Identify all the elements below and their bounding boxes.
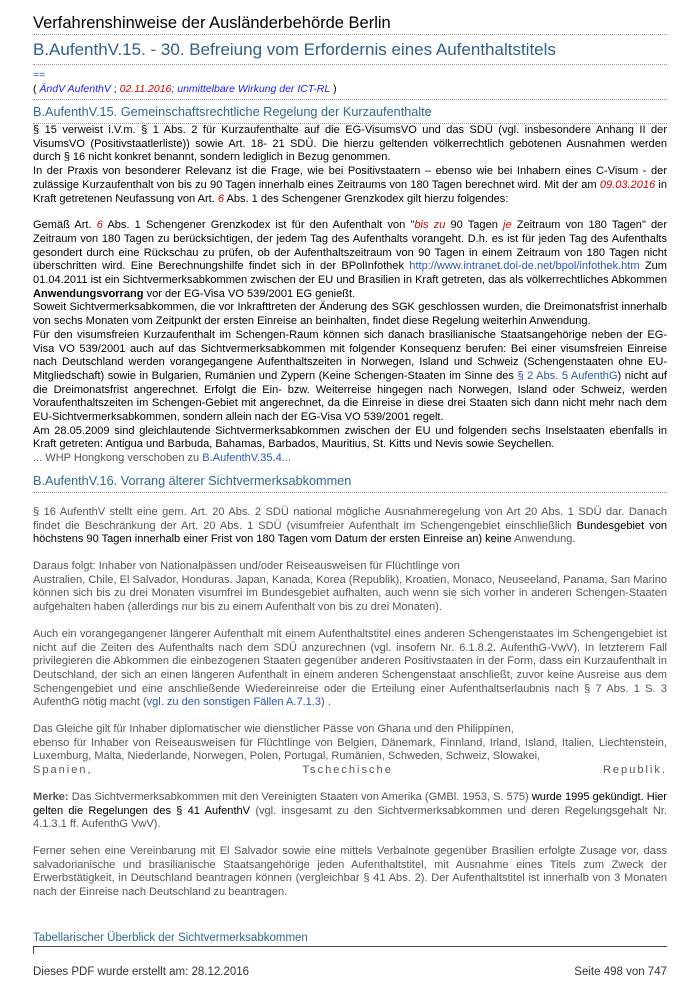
sonstige-faelle-link[interactable]: vgl. zu den sonstigen Fällen A.7.1.3 — [146, 696, 322, 709]
law-link[interactable]: ÄndV AufenthV — [39, 83, 111, 95]
table-overview-link[interactable]: Tabellarischer Überblick der Sichtvermerksabkommen — [33, 932, 308, 944]
paragraph: Merke: Das Sichtvermerksabkommen mit den Vereinigten Staaten von Amerika (GMBl. 1953, S. 575) wurde 1995 gekündigt. Hier gelten die Regelungen des § 41 AufenthV (vgl. insgesamt zu den Sichtvermerksabkommen und deren Regelungsgehalt Nr. 4.1.3.1 ff. AufenthG VwV). — [33, 790, 668, 831]
infothek-link[interactable]: http://www.intranet.doi-de.net/bpol/infothek.htm — [409, 260, 640, 273]
paragraph: In der Praxis von besonderer Relevanz ist die Frage, wie bei Positivstaatern – ebenso wie bei Inhabern eines C-Visum - der zulässige Kurzaufenthalt von bis zu 90 Tagen innerhalb eines Zeitraums von 180 Tagen berechnet wird. Mit der am 09.03.2016 in Kraft getretenen Neufassung von Art. 6 Abs. 1 des Schengener Grenzkodex gilt hierzu folgendes: — [33, 165, 667, 205]
page-title: B.AufenthV.15. - 30. Befreiung vom Erfordernis eines Aufenthaltstitels — [33, 35, 667, 65]
paragraph: § 15 verweist i.V.m. § 1 Abs. 2 für Kurzaufenthalte auf die EG-VisumsVO und das SDÜ (vgl. insbesondere Anhang II der VisumsVO (Positivstaatlerliste)) sowie Art. 18- 21 SDÜ. Die hierzu geltenden völkerrechtlich gebotenen Ausnahmen werden durch § 16 nicht konkret benannt, sondern lediglich in Bezug genommen. — [33, 124, 667, 164]
paragraph: § 16 AufenthV stellt eine gem. Art. 20 Abs. 2 SDÜ national mögliche Ausnahmeregelung von Art 20 Abs. 1 SDÜ dar. Danach findet die Beschränkung der Art. 20 Abs. 1 SDÜ (visumfreier Aufenthalt im Schengengebiet einschließlich Bundesgebiet von höchstens 90 Tagen innerhalb einer Frist von 180 Tagen vom Datum der ersten Einreise an) keine Anwendung. — [33, 505, 668, 546]
change-marker: == — [33, 69, 46, 81]
paragraph: Auch ein vorangegangener längerer Aufenthalt mit einem Aufenthaltstitel eines anderen Schengenstaates im Schengengebiet ist nicht auf die Zeiten des Aufenthalts nach dem SDÜ anzurechnen (vgl. insofern Nr. 6.1.8.2. AufenthG-VwV). In letzterem Fall privilegieren die Abkommen die einbezogenen Staaten gegenüber anderen Positivstaaten in der Form, dass ein Kurzaufenthalt in Deutschland, der sich an einen längeren Aufenthalt in einem anderen Schengenstaat anschließt, zuvor keine Ausreise aus dem Schengengebiet und eine anschließende Wiedereinreise oder die Erteilung einer Aufenthaltserlaubnis nach § 7 Abs. 1 S. 3 AufenthG nötig macht (vgl. zu den sonstigen Fällen A.7.1.3) . — [33, 627, 667, 709]
paragraph: Am 28.05.2009 sind gleichlautende Sichtvermerksabkommen zwischen der EU und folgenden sechs Inselstaaten ebenfalls in Kraft getreten: Antigua und Barbuda, Bahamas, Barbados, Mauritius, St. Kitts und Nevis sowie Seychellen. — [33, 424, 667, 451]
change-note: ( ÄndV AufenthV ; 02.11.2016; unmittelbare Wirkung der ICT-RL ) — [33, 82, 667, 100]
section-heading-16: B.AufenthV.16. Vorrang älterer Sichtvermerksabkommen — [33, 469, 667, 493]
footer-page-number: Seite 498 von 747 — [574, 966, 667, 978]
paragraph: Australien, Chile, El Salvador, Honduras. Japan, Kanada, Korea (Republik), Kroatien, Monaco, Neuseeland, Panama, San Marino können sich bis zu drei Monaten visumfrei im Bundesgebiet aufhalten, auch wenn sie sich vorher in anderen Schengen-Staaten aufgehalten haben (allerdings nur bis zu einem Aufenthalt von bis zu drei Monaten). — [33, 573, 667, 614]
section-heading-15: B.AufenthV.15. Gemeinschaftsrechtliche Regelung der Kurzaufenthalte — [33, 100, 667, 124]
document-body — [33, 12, 667, 900]
paragraph: ebenso für Inhaber von Reiseausweisen für Flüchtlinge von Belgien, Dänemark, Finnland, Irland, Island, Italien, Liechtenstein, Luxemburg, Malta, Niederlande, Norwegen, Polen, Portugal, Rumänien, Schweden, Schweiz, Slowakei, — [33, 736, 667, 763]
paragraph: Gemäß Art. 6 Abs. 1 Schengener Grenzkodex ist für den Aufenthalt von "bis zu 90 Tagen je Zeitraum von 180 Tagen" der Zeitraum von 180 Tagen zu berücksichtigen, der jedem Tag des Aufenthalts vorangeht. D.h. es ist für jeden Tag des Aufenthalts gesondert durch eine Rückschau zu prüfen, ob der Aufenthaltszeitraum von 90 Tagen in einem Zeitraum von 180 Tagen nicht überschritten wird. Eine Berechnungshilfe findet sich in der BPolInfothek http://www.intranet.doi-de.net/bpol/infothek.htm Zum 01.04.2011 ist ein Sichtvermerksabkommen zwischen der EU und Brasilien in Kraft getreten, das als völkerrechtliches Abkommen Anwendungsvorrang vor der EG-Visa VO 539/2001 EG genießt. — [33, 219, 667, 300]
change-date: 02.11.2016 — [119, 83, 172, 95]
hongkong-link[interactable]: B.AufenthV.35.4 — [202, 452, 282, 465]
paragraph: Ferner sehen eine Vereinbarung mit El Salvador sowie eine mittels Verbalnote gegenüber Brasilien erfolgte Zusage vor, dass salvadorianische und brasilianische Staatsangehörige jeden Aufenthaltstitel, mit Ausnahme eines Titels zum Zweck der Erwerbstätigkeit, in Deutschland beantragen können (vergleichbar § 41 Abs. 2). Der Aufenthaltstitel ist innerhalb von 3 Monaten nach der Einreise nach Deutschland zu beantragen. — [33, 844, 667, 899]
document-header: Verfahrenshinweise der Ausländerbehörde Berlin — [33, 12, 667, 35]
section-15-text — [33, 124, 667, 466]
paragraph: Das Gleiche gilt für Inhaber diplomatischer wie dienstlicher Pässe von Ghana und den Philippinen, — [33, 723, 514, 736]
footer-divider — [33, 946, 667, 947]
aufenthg-link[interactable]: § 2 Abs. 5 AufenthG — [517, 369, 618, 382]
paragraph: Soweit Sichtvermerksabkommen, die vor Inkrafttreten der Änderung des SGK geschlossen wurden, die Dreimonatsfrist innerhalb von sechs Monaten vom Zeitpunkt der ersten Einreise an beinhalten, findet diese Regelung weiterhin Anwendung. — [33, 301, 667, 328]
change-effect: ; unmittelbare Wirkung der ICT-RL — [171, 83, 331, 95]
section-16-text — [33, 506, 667, 900]
paragraph: Für den visumsfreien Kurzaufenthalt im Schengen-Raum können sich danach brasilianische Staatsangehörige neben der EG-Visa VO 539/2001 auch auf das Sichtvermerksabkommen mit folgender Konsequenz berufen: Bei einer visumsfreien Einreise nach Deutschland werden vorangegangene Aufenthaltszeiten in Norwegen, Island und Schweiz (Schengenstaaten ohne EU-Mitgliedschaft) sowie in Bulgarien, Rumänien und Zypern (Keine Schengen-Staaten im Sinne des § 2 Abs. 5 AufenthG) nicht auf die Dreimonatsfrist angerechnet. Erfolgt die Ein- bzw. Weiterreise hingegen nach Norwegen, Island oder Schweiz, werden Voraufenthaltszeiten im Schengen-Gebiet mit angerechnet, da die Einreise in diese drei Staaten sich dann nicht mehr nach dem EU-Sichtvermerksabkommen, sondern allein nach der EG-Visa VO 539/2001 regelt. — [33, 328, 667, 424]
paragraph: Spanien, Tschechische Republik. — [33, 764, 667, 777]
paragraph: Daraus folgt: Inhaber von Nationalpässen und/oder Reiseausweisen für Flüchtlinge von — [33, 559, 460, 572]
paragraph: ... WHP Hongkong verschoben zu B.AufenthV.35.4... — [33, 452, 291, 465]
footer-created: Dieses PDF wurde erstellt am: 28.12.2016 — [33, 966, 250, 978]
